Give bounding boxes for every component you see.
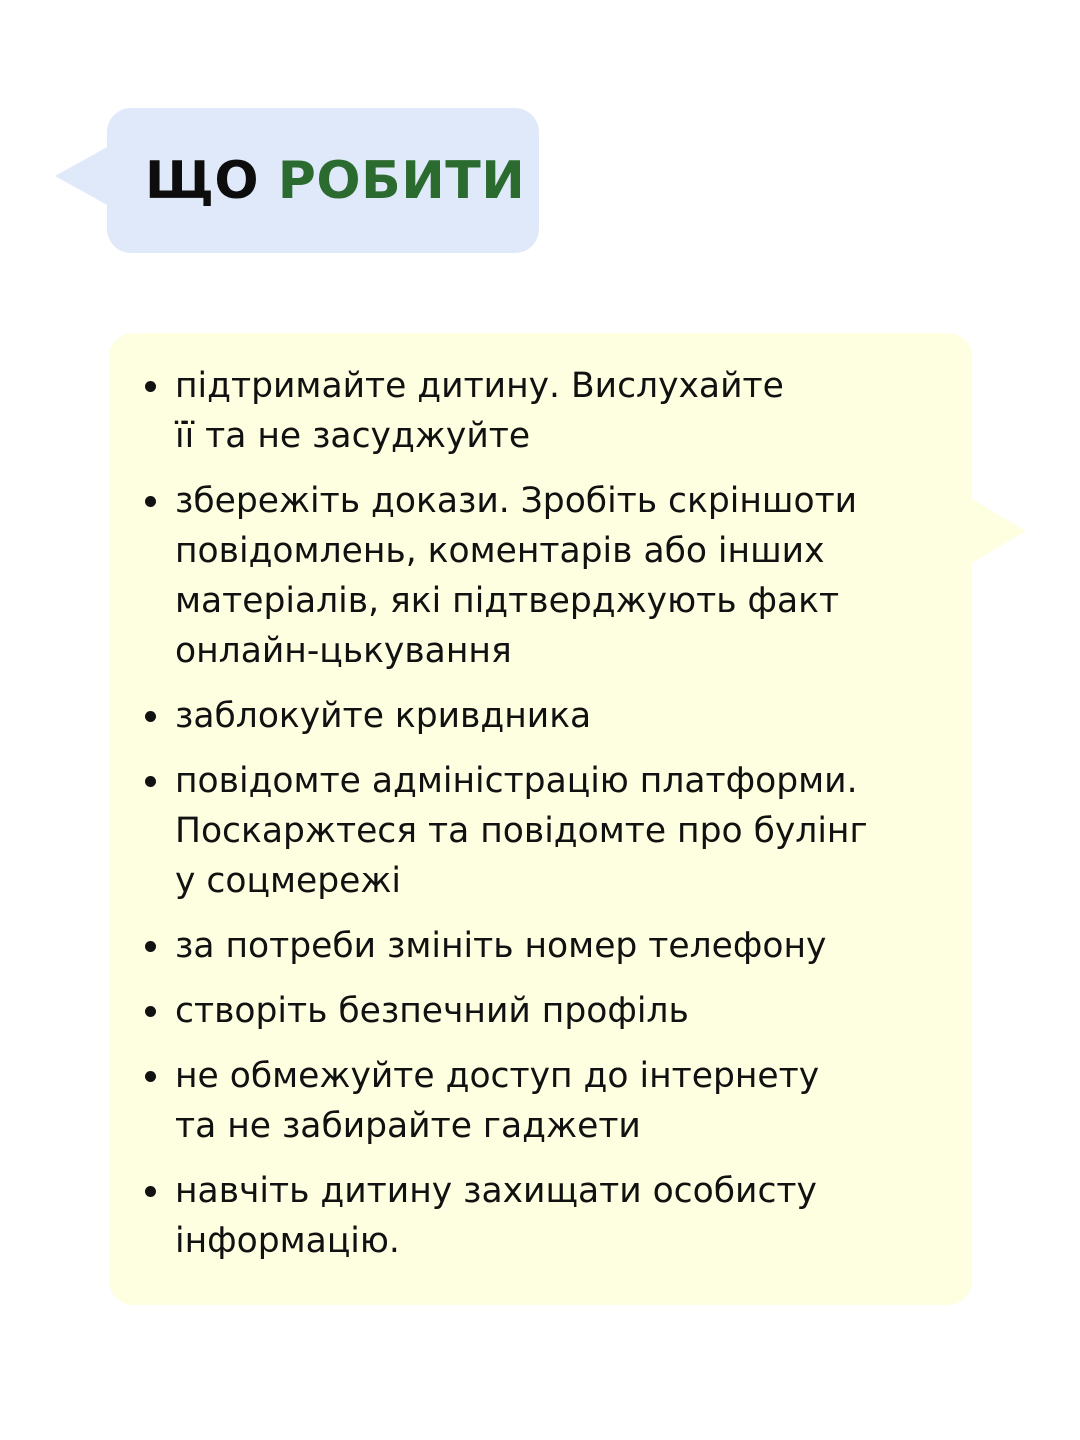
- list-item: [145, 1051, 952, 1151]
- advice-bubble: [109, 333, 972, 1305]
- bullet-icon: [145, 711, 156, 722]
- bullet-icon: [145, 776, 156, 787]
- list-item: [145, 361, 952, 461]
- title-part-what: ЩО: [145, 150, 260, 211]
- list-item-text: навчіть дитину захищати особисту інформацію.: [175, 1171, 817, 1261]
- bullet-icon: [145, 1186, 156, 1197]
- title-bubble-tail: [55, 146, 109, 206]
- list-item-text: не обмежуйте доступ до інтернету та не забирайте гаджети: [175, 1056, 820, 1146]
- list-item-text: створіть безпечний профіль: [175, 991, 689, 1031]
- bullet-icon: [145, 496, 156, 507]
- page-title: [145, 150, 526, 211]
- bullet-icon: [145, 1006, 156, 1017]
- list-item-text: заблокуйте кривдника: [175, 696, 592, 736]
- list-item: [145, 986, 952, 1036]
- list-item: [145, 921, 952, 971]
- list-item: [145, 1166, 952, 1266]
- title-bubble: [107, 108, 539, 253]
- list-item-text: збережіть докази. Зробіть скріншоти повідомлень, коментарів або інших матеріалів, які підтверджують факт онлайн-цькування: [175, 481, 858, 671]
- title-part-to-do: РОБИТИ: [277, 150, 526, 211]
- advice-bubble-tail: [970, 498, 1026, 564]
- list-item-text: підтримайте дитину. Вислухайте її та не засуджуйте: [175, 366, 784, 456]
- list-item-text: повідомте адміністрацію платформи. Поскаржтеся та повідомте про булінг у соцмережі: [175, 761, 868, 901]
- bullet-icon: [145, 381, 156, 392]
- list-item: [145, 476, 952, 676]
- list-item: [145, 691, 952, 741]
- list-item-text: за потреби змініть номер телефону: [175, 926, 827, 966]
- bullet-icon: [145, 1071, 156, 1082]
- list-item: [145, 756, 952, 906]
- advice-list: [145, 361, 952, 1266]
- bullet-icon: [145, 941, 156, 952]
